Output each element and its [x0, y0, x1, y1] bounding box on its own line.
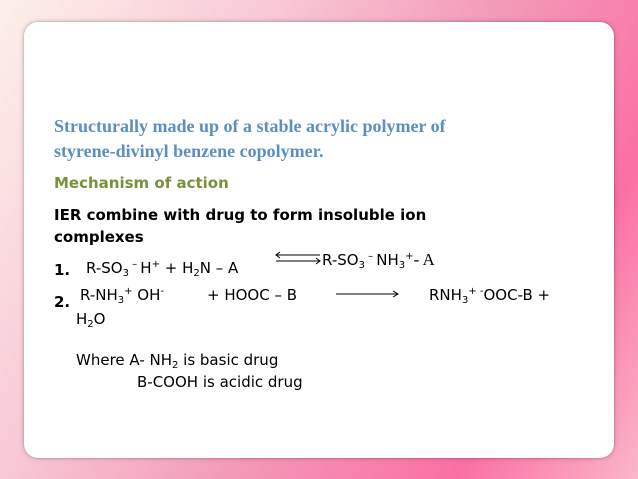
ier-line-2: complexes [54, 228, 144, 246]
eq1-reactant-a: R-SO [86, 259, 123, 277]
eq1-reactants: $R-SO_3$ – $H^+ + H_2N - A$ [86, 259, 239, 279]
eq1-products: $R-SO_3$ – $NH_3^+-$ A [322, 250, 435, 271]
where-line-1: Where A- $NH_2$ is basic drug [76, 351, 279, 371]
eq2-reactant-b: OH [132, 286, 161, 304]
eq2-product-b: OOC-B + [483, 286, 551, 304]
eq1-product-b: NH [376, 251, 399, 269]
title-line-1: Structurally made up of a stable acrylic polymer of [54, 116, 446, 136]
where-line-2: B-COOH is acidic drug [137, 373, 303, 391]
reaction-arrow-icon [334, 288, 402, 300]
title-line-2: styrene-divinyl benzene copolymer. [54, 141, 324, 161]
eq1-number: 1. [54, 261, 71, 279]
ier-line-1: IER combine with drug to form insoluble ion [54, 206, 427, 224]
eq2-number: 2. [54, 293, 71, 311]
mechanism-heading: Mechanism of action [54, 174, 229, 192]
eq2-plus-acid: + HOOC – B [207, 286, 298, 304]
eq1-plus-h2n: + H [164, 259, 194, 277]
equilibrium-arrow-icon [272, 251, 324, 265]
eq2-products: $RNH_3^+$ -OOC-B + [429, 286, 551, 306]
eq2-product-a: RNH [429, 286, 462, 304]
eq1-product-a: R-SO [322, 251, 359, 269]
eq1-reactant-b: H [140, 259, 152, 277]
eq2-reactants: $R-NH_3^+$ OH- [80, 286, 164, 306]
eq1-product-end: - A [413, 250, 435, 269]
eq2-reactant-a: R-NH [80, 286, 118, 304]
eq2-water: $H_2O$ [76, 310, 106, 330]
